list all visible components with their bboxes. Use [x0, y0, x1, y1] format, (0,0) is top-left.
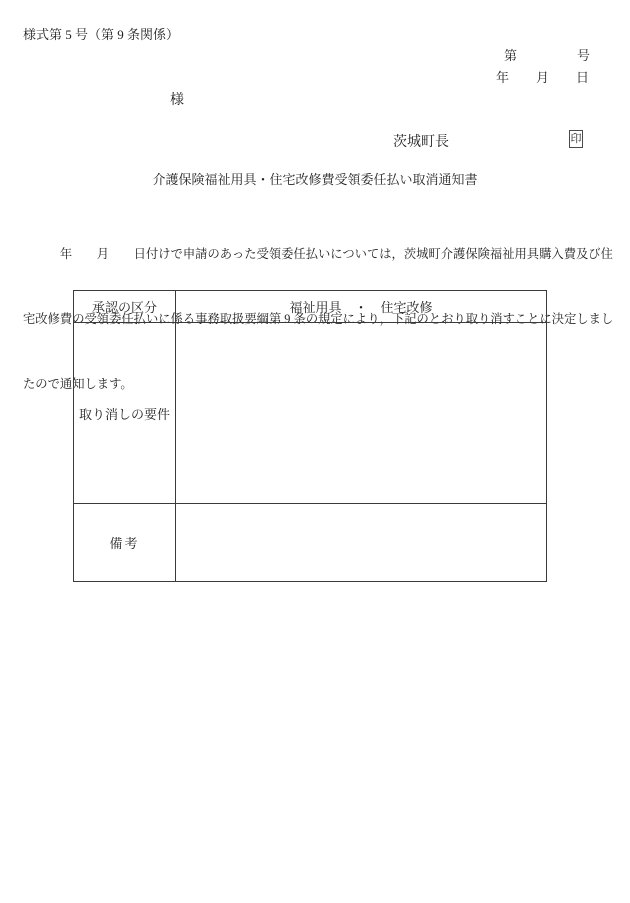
cancel-requirements-value	[176, 323, 547, 504]
body-line-3: たので通知します。	[23, 377, 133, 392]
document-number-line	[504, 48, 590, 64]
remarks-row	[74, 504, 547, 582]
form-number: 様式第 5 号（第 9 条関係）	[23, 27, 180, 42]
body-line-2: 宅改修費の受領委任払いに係る事務取扱要綱第 9 条の規定により，下記のとおり取り消すことに決定しまし	[23, 311, 614, 326]
date-year-label: 年	[496, 70, 510, 85]
cancel-requirements-row	[74, 323, 547, 504]
remarks-value	[176, 504, 547, 582]
addressee-honorific: 様	[170, 93, 184, 108]
notice-table	[73, 290, 547, 582]
issuer-title: 茨城町長	[393, 135, 449, 150]
body-line-1: 年 月 日付けで申請のあった受領委任払いについては，茨城町介護保険福祉用具購入費及び住	[23, 246, 613, 261]
equipment-housing-header: 福祉用具 ・ 住宅改修	[176, 291, 547, 323]
document-title: 介護保険福祉用具・住宅改修費受領委任払い取消通知書	[152, 172, 478, 187]
date-line	[496, 70, 589, 86]
table-header-row	[74, 291, 547, 323]
doc-number-prefix: 第	[504, 48, 518, 63]
seal-label: 印	[570, 132, 582, 145]
approval-category-header: 承認の区分	[74, 291, 176, 323]
date-month-label: 月	[535, 70, 549, 85]
cancel-requirements-label: 取り消しの要件	[74, 323, 176, 504]
remarks-label: 備考	[74, 504, 176, 582]
date-day-label: 日	[575, 70, 589, 85]
seal-box	[569, 130, 583, 148]
doc-number-suffix: 号	[576, 48, 590, 63]
